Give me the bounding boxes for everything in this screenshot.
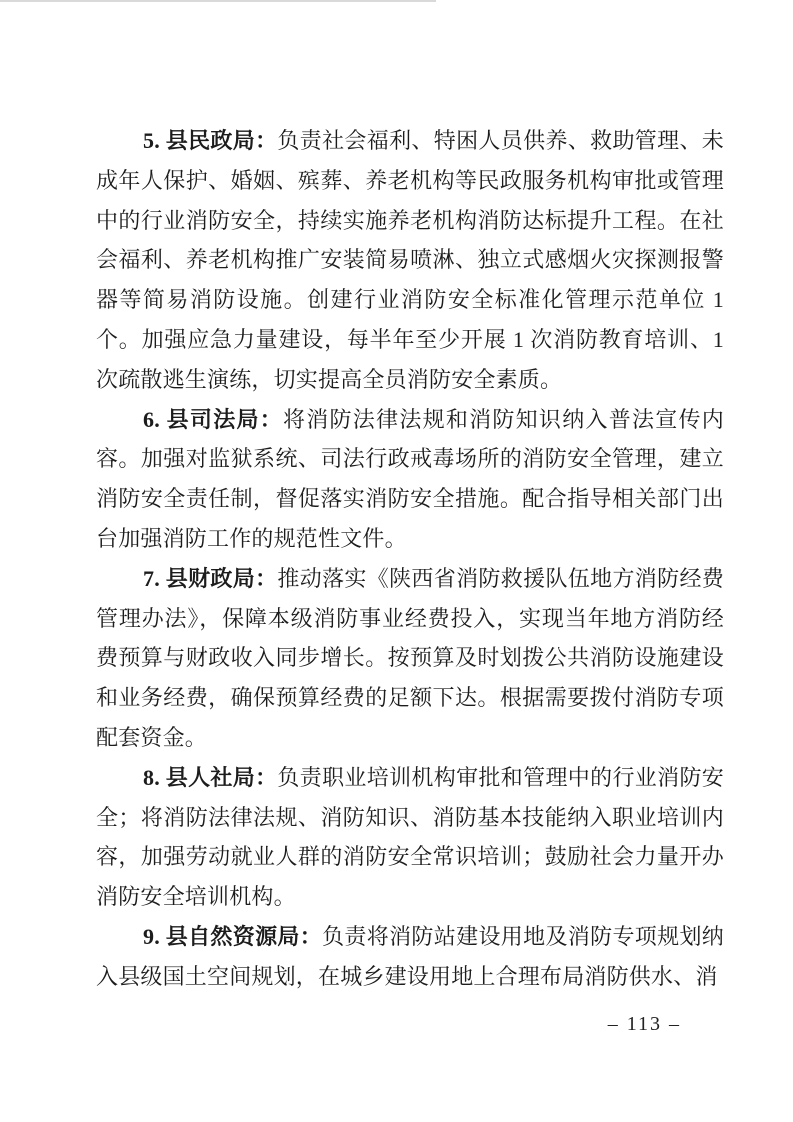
paragraph-finance-heading: 7. 县财政局：	[143, 565, 278, 591]
paragraph-natural-resources-text: 负责将消防站建设用地及消防专项规划纳入县级国土空间规划，在城乡建设用地上合理布局消防供水、消	[96, 923, 724, 989]
paragraph-justice-text: 将消防法律法规和消防知识纳入普法宣传内容。加强对监狱系统、司法行政戒毒场所的消防安全管理，建立消防安全责任制，督促落实消防安全措施。配合指导相关部门出台加强消防工作的规范性文件。	[96, 406, 724, 551]
paragraph-human-resources-bureau	[96, 758, 724, 917]
paragraph-justice-bureau	[96, 400, 724, 559]
scan-edge-artifact	[0, 0, 436, 2]
paragraph-civil-affairs-heading: 5. 县民政局：	[143, 128, 278, 153]
paragraph-finance-bureau	[96, 559, 724, 758]
paragraph-finance-text: 推动落实《陕西省消防救援队伍地方消防经费管理办法》，保障本级消防事业经费投入，实现当年地方消防经费预算与财政收入同步增长。按预算及时划拨公共消防设施建设和业务经费，确保预算经费的足额下达。根据需要拨付消防专项配套资金。	[96, 565, 724, 750]
paragraph-civil-affairs-bureau	[96, 121, 724, 400]
paragraph-justice-heading: 6. 县司法局：	[143, 406, 283, 432]
paragraph-natural-resources-bureau	[96, 917, 724, 997]
page-number: – 113 –	[607, 1013, 681, 1035]
paragraph-civil-affairs-text: 负责社会福利、特困人员供养、救助管理、未成年人保护、婚姻、殡葬、养老机构等民政服务机构审批或管理中的行业消防安全，持续实施养老机构消防达标提升工程。在社会福利、养老机构推广安装简易喷淋、独立式感烟火灾探测报警器等简易消防设施。创建行业消防安全标准化管理示范单位 1 个。加强应急力量建设，每半年至少开展 1 次消防教育培训、1 次疏散逃生演练，切实提高全员消防安全素质。	[96, 128, 724, 392]
paragraph-human-resources-heading: 8. 县人社局：	[143, 764, 278, 790]
paragraph-human-resources-text: 负责职业培训机构审批和管理中的行业消防安全；将消防法律法规、消防知识、消防基本技能纳入职业培训内容，加强劳动就业人群的消防安全常识培训；鼓励社会力量开办消防安全培训机构。	[96, 764, 724, 910]
document-body	[96, 121, 724, 997]
paragraph-natural-resources-heading: 9. 县自然资源局：	[143, 923, 323, 949]
